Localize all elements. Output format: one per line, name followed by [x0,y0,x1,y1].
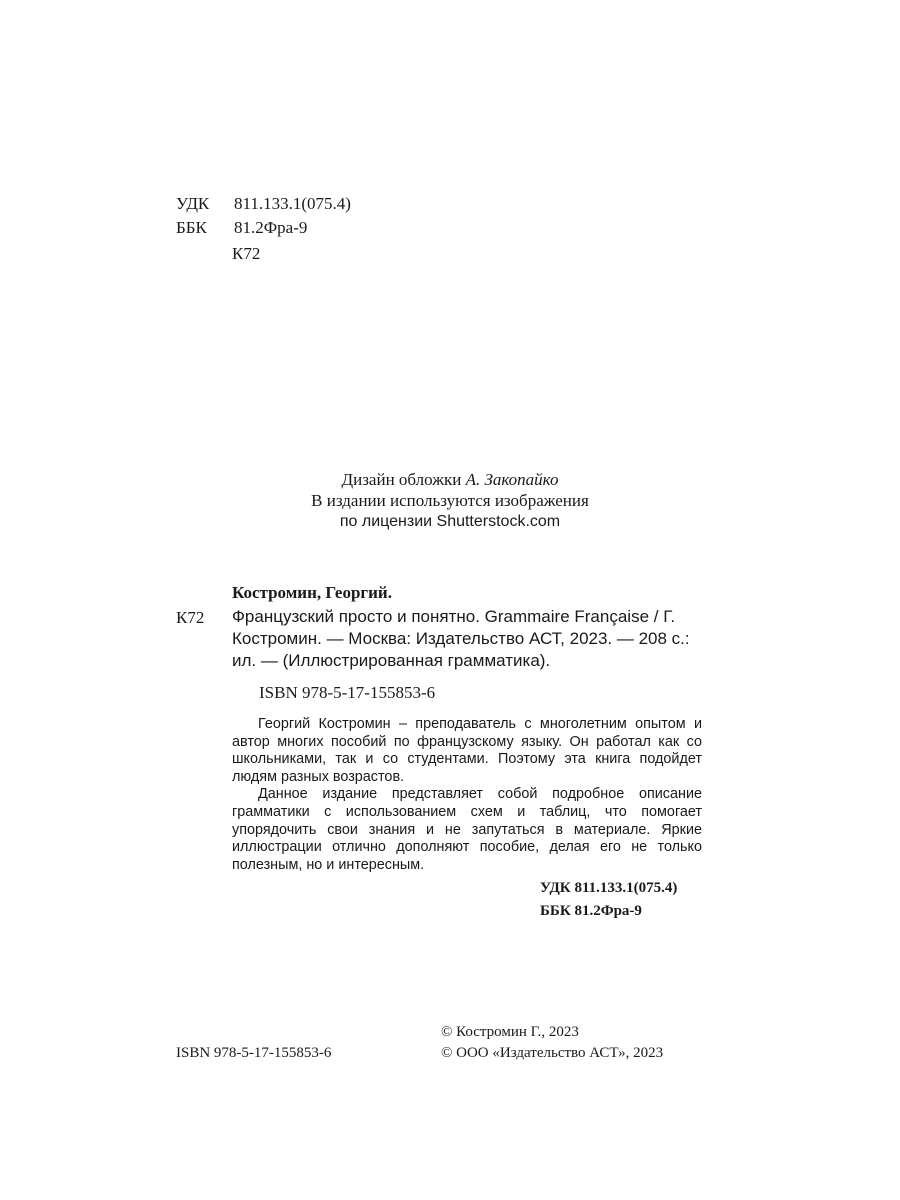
bbk-label: ББК [176,218,207,237]
bibliographic-description: Французский просто и понятно. Grammaire Française / Г. Костромин. — Москва: Издательство АСТ, 2023. — 208 с.: ил. — (Иллюстрированная грамматика). [232,607,690,670]
abstract [232,716,702,874]
copyright-publisher: © ООО «Издательство АСТ», 2023 [441,1045,664,1061]
bbk-value: 81.2Фра-9 [234,218,308,237]
udk-value: 811.133.1(075.4) [234,194,351,213]
images-credit-line2: по лицензии Shutterstock.com [339,513,561,530]
bbk-line [176,216,307,240]
abstract-paragraph-1: Георгий Костромин – преподаватель с многолетним опытом и автор многих пособий по французскому языку. Он работал как со школьниками, так и со студентами. Поэтому эта книга подойдет людям разных возрастов. [232,716,702,785]
abstract-paragraph-2: Данное издание представляет собой подробное описание грамматики с использованием схем и таблиц, что помогает упорядочить свои знания и не запутаться в материале. Яркие иллюстрации отлично дополняют пособие, делая его не только полезным, но и интересным. [232,786,702,873]
cover-designer-name: А. Закопайко [465,470,559,489]
udk-label: УДК [176,194,210,213]
author-heading: Костромин, Георгий. [232,583,392,602]
udk-bottom: УДК 811.133.1(075.4) [540,880,678,896]
copyright-author: © Костромин Г., 2023 [441,1024,579,1040]
cover-design-credit [0,469,900,490]
udk-line [176,192,351,216]
images-credit-line1: В издании используются изображения [311,491,589,510]
isbn-footer: ISBN 978-5-17-155853-6 [176,1045,332,1061]
isbn-main: ISBN 978-5-17-155853-6 [259,683,436,702]
cover-design-prefix: Дизайн обложки [341,470,462,489]
bbk-bottom: ББК 81.2Фра-9 [540,903,642,919]
author-sign-top: К72 [232,244,261,263]
author-sign-margin: К72 [176,608,205,627]
